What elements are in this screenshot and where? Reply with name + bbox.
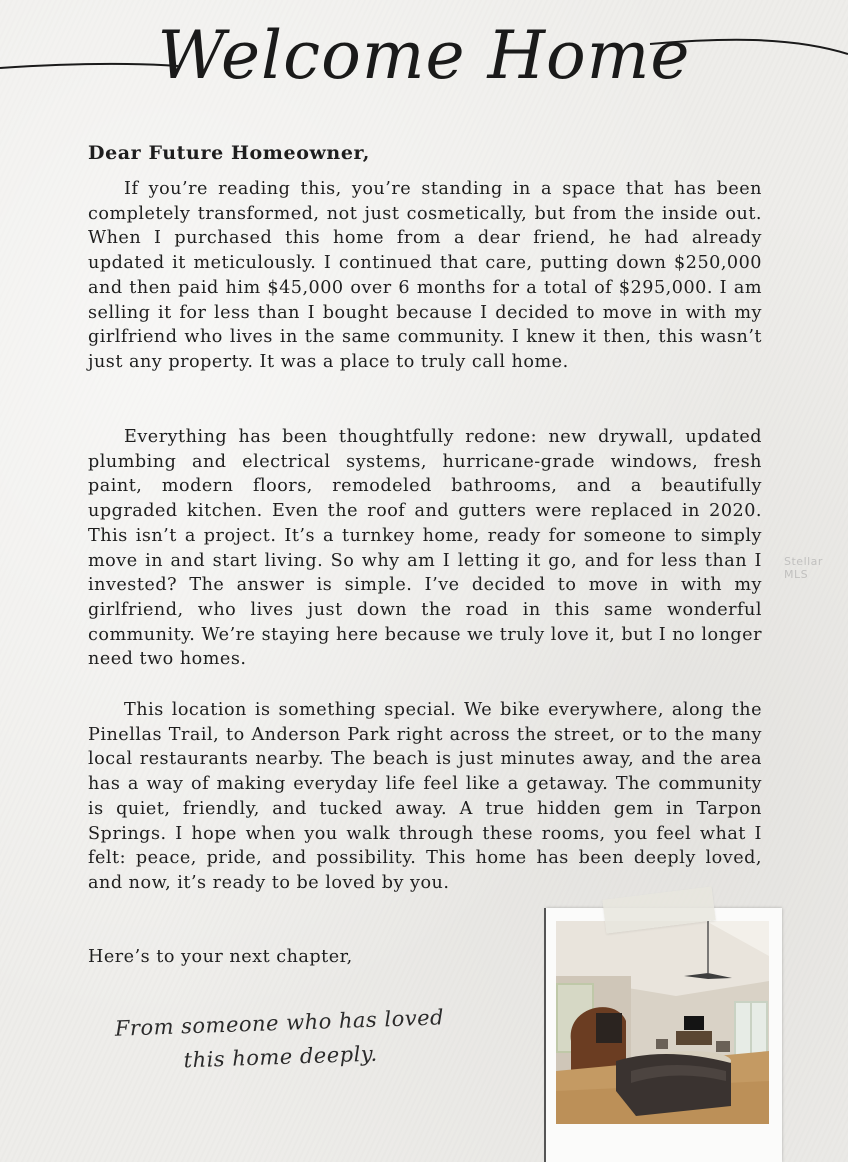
- signature-line-1: From someone who has loved: [114, 1005, 445, 1041]
- title-banner: [0, 0, 848, 120]
- letter-greeting: Dear Future Homeowner,: [88, 142, 370, 164]
- page-title: Welcome Home: [157, 17, 691, 94]
- letter-paragraph-3: This location is something special. We bike everywhere, along the Pinellas Trail, to Anderson Park right across the street, or to the many local restaurants nearby. The beach is just minutes away, and the area has a way of making everyday life feel like a getaway. The community is quiet, friendly, and tucked away. A true hidden gem in Tarpon Springs. I hope when you walk through these rooms, you feel what I felt: peace, pride, and possibility. This home has been deeply loved, and now, it’s ready to be loved by you.: [88, 700, 762, 893]
- living-room-photo: [556, 921, 769, 1124]
- letter-closing: Here’s to your next chapter,: [88, 947, 353, 967]
- signature-line-2: this home deeply.: [183, 1041, 378, 1073]
- letter-paragraph-2: Everything has been thoughtfully redone: new drywall, updated plumbing and electrical systems, hurricane-grade windows, fresh paint, modern floors, remodeled bathrooms, and a beautifully upgraded kitchen. Even the roof and gutters were replaced in 2020. This isn’t a project. It’s a turnkey home, ready for someone to simply move in and start living. So why am I letting it go, and for less than I invested? The answer is simple. I’ve decided to move in with my girlfriend, who lives just down the road in this same wonderful community. We’re staying here because we truly love it, but I no longer need two homes.: [88, 427, 762, 670]
- letter-paragraph-1: If you’re reading this, you’re standing in a space that has been completely transformed, not just cosmetically, but from the inside out. When I purchased this home from a dear friend, he had already updated it meticulously. I continued that care, putting down $250,000 and then paid him $45,000 over 6 months for a total of $295,000. I am selling it for less than I bought because I decided to move in with my girlfriend who lives in the same community. I knew it then, this wasn’t just any property. It was a place to truly call home.: [88, 179, 762, 372]
- watermark: Stellar MLS: [784, 555, 823, 581]
- signature: [99, 1000, 461, 1081]
- title-flourish-left: [0, 64, 178, 68]
